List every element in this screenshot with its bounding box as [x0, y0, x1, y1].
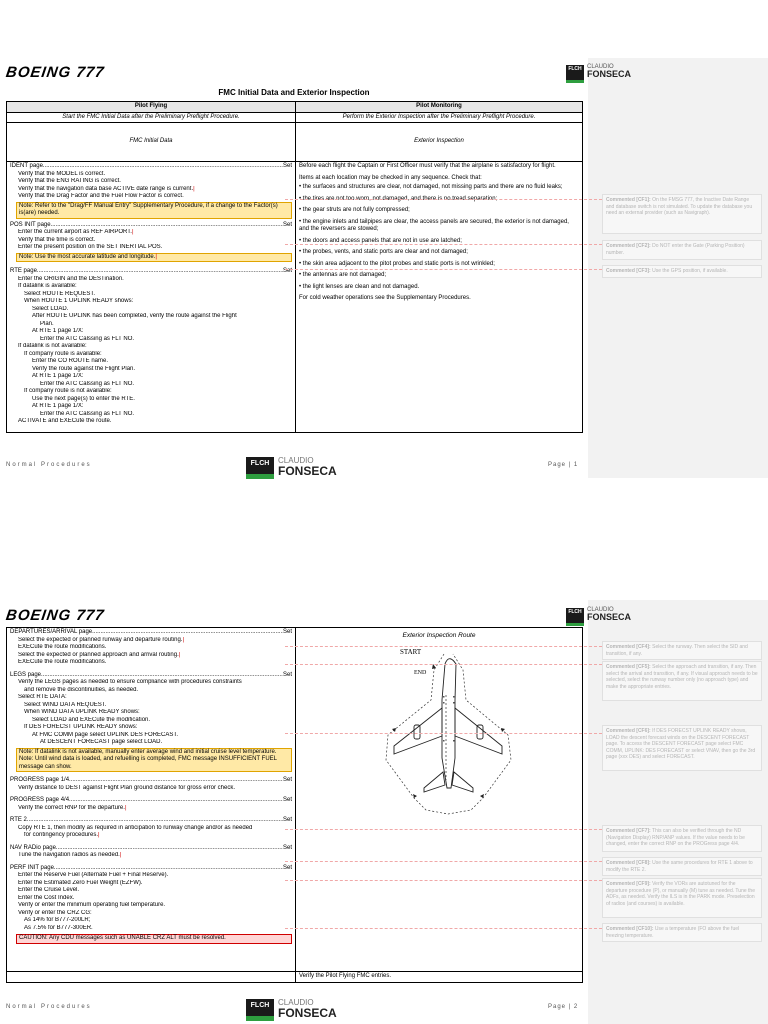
bullet-icon: •: [299, 249, 303, 255]
rte-2-line: Copy RTE 1, then modify as required in anticipation to runway change and/or as needed: [18, 824, 253, 831]
comment-connector: [285, 880, 602, 881]
procedure-table-page-1: [6, 101, 583, 433]
pm-verify-entries: Verify the Pilot Flying FMC entries.: [296, 972, 583, 983]
comment-cf6: Commented [CF6]: If DES FORECST UPLINK READY shows, LOAD the descent forecast winds on the DESCENT FORECAST page. To access the DESCENT FORECAST page select FMC COMM, UPLINK: DES FORECAST or select VNAV, then go the 3rd page (xxx DES) and select FORECAST.: [602, 725, 762, 771]
route-start-label: START: [400, 647, 422, 656]
dep-line: Select the expected or planned runway and departure routing.|: [18, 636, 185, 643]
ident-line: Verify that the Drag Factor and the Fuel Flow Factor is correct.: [18, 193, 184, 199]
logo-claudio: CLAUDIO: [278, 456, 314, 465]
rte-line: If datalink is not available:: [18, 343, 87, 349]
legs-note: Note: If datalink is not available, manually enter average wind and initial cruise level temperature. Note: Until wind data is loaded, and refuelling is completed, FMC message INSUFFICIENT FUEL message can show.: [16, 748, 292, 773]
flch-logo-box: FLCH: [566, 65, 584, 83]
legs-line: Select RTE DATA:: [18, 694, 67, 700]
route-end-label: END: [414, 669, 427, 676]
pm-cold-weather: For cold weather operations see the Supplementary Procedures.: [299, 295, 471, 301]
pm-route-cell: [296, 628, 583, 972]
rte-line: Enter the ORIGIN and the DESTination.: [18, 275, 124, 282]
perf-line: As 14% for B777-200LR;: [24, 917, 91, 923]
progress-1-line: Verify distance to DEST against Flight Plan ground distance for gross error check.: [18, 784, 235, 791]
rte-lines: [10, 276, 292, 426]
rte-2-line: for contingency procedures.|: [24, 832, 100, 838]
footer-section: Normal Procedures: [6, 462, 92, 468]
nav-radio-line: Tune the navigation radios as needed.|: [18, 852, 122, 858]
flch-logo-box: FLCH: [246, 457, 274, 479]
inspection-bullet: • the probes, vents, and static ports are clear and not damaged;: [299, 249, 468, 255]
page-title: FMC Initial Data and Exterior Inspection: [218, 88, 370, 97]
legs-lines: [10, 679, 292, 747]
pm-intro: Perform the Exterior Inspection after the Preliminary Preflight Procedure.: [296, 112, 583, 123]
pm-intro-text: Before each flight the Captain or First Officer must verify that the airplane is satisfactory for flight.: [299, 163, 556, 169]
logo-claudio: CLAUDIO: [587, 64, 614, 70]
page-number: Page | 2: [548, 1004, 579, 1010]
flch-logo-box: FLCH: [246, 999, 274, 1021]
procedure-table-page-2: [6, 627, 583, 983]
comment-connector: [285, 861, 602, 862]
rte-page-row: RTE page ..... Set: [10, 268, 292, 276]
inspection-bullet: • the gear struts are not fully compressed;: [299, 207, 410, 213]
pm-bullets: [299, 184, 579, 291]
rte-line: Plan.: [40, 320, 54, 327]
legs-line: Verify the LEGS pages as needed to ensure compliance with procedures constraints: [18, 679, 242, 685]
comment-cf8: Commented [CF8]: Use the same procedures for RTE 1 above to modify the RTE 2.: [602, 857, 762, 876]
bullet-icon: •: [299, 272, 303, 278]
perf-line: Verify or enter the CRZ CG:: [18, 909, 92, 916]
legs-page-row: LEGS page ..... Set: [10, 672, 292, 680]
inspection-bullet: • the doors and access panels that are not in use are latched;: [299, 237, 462, 244]
caution-box: CAUTION: Any CDU messages such as UNABLE CRZ ALT must be resolved.: [16, 934, 292, 944]
perf-line: As 7.5% for B777-300ER.: [24, 924, 93, 931]
inspection-bullet: • the skin area adjacent to the pitot probes and static ports is not wrinkled;: [299, 260, 495, 267]
pm-subtitle: Exterior Inspection: [296, 123, 583, 162]
pos-init-page-row: POS INIT page ..... Set: [10, 222, 292, 230]
legs-line: At DESCENT FORECAST page select LOAD.: [40, 739, 163, 745]
legs-line: At FMC COMM page select UPLINK DES FORECAST.: [32, 731, 179, 738]
legs-line: Select LOAD and EXECute the modification.: [32, 716, 151, 723]
pilot-monitoring-header: Pilot Monitoring: [296, 102, 583, 113]
comment-cf9: Commented [CF9]: Verify the VORs are autotuned for the departure procedure (P), or manually (M) tune as needed. Tune the ADFs, as needed. Verify the ILS is in the PARK mode. Preselection of radios (and courses) is available.: [602, 878, 762, 918]
rte-line: If company route is available:: [24, 350, 102, 357]
bullet-icon: •: [299, 184, 303, 190]
inspection-bullet: • the light lenses are clean and not damaged.: [299, 283, 420, 290]
rte-line: Select ROUTE REQUEST.: [24, 290, 96, 297]
exterior-inspection-route-diagram: [296, 640, 583, 830]
legs-line: and remove the discontinuities, as needed.: [24, 686, 139, 693]
comment-connector: [285, 928, 602, 929]
posinit-line: Verify that the time is correct.: [18, 236, 96, 243]
pilot-flying-header: Pilot Flying: [7, 102, 296, 113]
perf-line: Enter the Reserve Fuel (Alternate Fuel + Final Reserve).: [18, 872, 169, 878]
posinit-note: Note: Use the most accurate latitude and longitude.|: [16, 253, 292, 263]
nav-radio-row: NAV RADio page ..... Set: [10, 845, 292, 853]
comment-connector: [285, 664, 602, 665]
ident-line: Verify that the MODEL is correct.: [18, 170, 106, 177]
rte-line: At RTE 1 page 1/X:: [32, 373, 84, 379]
rte-line: Select LOAD.: [32, 305, 69, 312]
inspection-bullet: • the tires are not too worn, not damaged, and there is no tread separation;: [299, 195, 498, 202]
comment-cf1: Commented [CF1]: On the FMSG 777, the Inactive Date Range and database switch is not simulated. To update the database you need an external provider (such as Navigraph).: [602, 194, 762, 234]
rte-line: Enter the ATC Calssing as FLT NO.: [40, 380, 135, 387]
rte-line: When ROUTE 1 UPLINK READY shows:: [24, 298, 134, 304]
comment-cf7: Commented [CF7]: This can also be verified through the ND (Navigation Display) RNP/ANP values. If the value needs to be changed, enter the correct RNP on the PROGress page 4/4.: [602, 825, 762, 852]
bullet-icon: •: [299, 237, 303, 244]
claudio-fonseca-logo: [566, 607, 636, 627]
legs-line: Select WIND DATA REQUEST.: [24, 701, 107, 708]
inspection-bullet: • the antennas are not damaged;: [299, 272, 387, 278]
progress-4-line: Verify the correct RNP for the departure.|: [18, 804, 127, 811]
rte-2-row: RTE 2 ..... Set: [10, 817, 292, 825]
logo-claudio: CLAUDIO: [278, 998, 314, 1007]
comment-cf5: Commented [CF5]: Select the approach and transition, if any. Then select the arrival and transition, if any. If visual approach needs to be selected, select the runway number only (no approach type) and make the appropriate entries.: [602, 661, 762, 701]
rte-line: Enter the ATC Calssing as FLT NO.: [40, 335, 135, 342]
comment-cf3: Commented [CF3]: Use the GPS position, if available.: [602, 265, 762, 278]
comment-connector: [285, 199, 602, 200]
rte-line: Enter the CO ROUTE name.: [32, 358, 109, 364]
legs-line: If DES FORECST UPLINK READY shows:: [24, 724, 138, 730]
comment-connector: [285, 829, 602, 830]
footer-logo: [246, 457, 346, 479]
boeing-777-header: BOEING 777: [4, 607, 106, 624]
pf-subtitle: FMC Initial Data: [7, 123, 296, 162]
perf-line: Enter the Cost Index.: [18, 894, 75, 901]
posinit-line: Enter the present position on the SET INERTIAL POS.: [18, 244, 163, 250]
bullet-icon: •: [299, 207, 303, 213]
footer-section: Normal Procedures: [6, 1004, 92, 1010]
comment-connector: [285, 244, 602, 245]
dep-line: Select the expected or planned approach and arrival routing.|: [18, 651, 181, 658]
bullet-icon: •: [299, 195, 303, 202]
comment-connector: [285, 733, 602, 734]
ident-line: Verify that the ENG RATING is correct.: [18, 178, 121, 184]
perf-init-row: PERF INIT page ..... Set: [10, 865, 292, 873]
rte-line: Use the next page(s) to enter the RTE.: [32, 395, 135, 402]
comment-cf2: Commented [CF2]: Do NOT enter the Gate (Parking Position) number.: [602, 240, 762, 260]
perf-line: Verify or enter the minimum operating fuel temperature.: [18, 902, 166, 908]
logo-fonseca: FONSECA: [278, 1006, 337, 1020]
ident-line: Verify that the navigation data base ACTIVE date range is current.|: [18, 185, 195, 192]
posinit-line: Enter the current airport as REF AIRPORT.|: [18, 229, 134, 235]
claudio-fonseca-logo: [566, 64, 636, 84]
boeing-777-header: BOEING 777: [4, 64, 106, 81]
rte-line: If datalink is available:: [18, 283, 77, 289]
footer-logo: [246, 999, 346, 1021]
legs-line: When WIND DATA UPLINK READY shows:: [24, 709, 140, 715]
progress-1-row: PROGRESS page 1/4 ..... Set: [10, 777, 292, 785]
perf-line: Enter the Cruise Level.: [18, 887, 80, 893]
page-number: Page | 1: [548, 462, 579, 468]
inspection-bullet: • the surfaces and structures are clear, not damaged, not missing parts and there are no fluid leaks;: [299, 184, 563, 190]
rte-line: At RTE 1 page 1/X:: [32, 328, 84, 334]
logo-claudio: CLAUDIO: [587, 607, 614, 613]
dep-line: EXECute the route modifications.: [18, 659, 107, 665]
rte-line: If company route is not available:: [24, 388, 112, 394]
exterior-route-title: Exterior Inspection Route: [402, 632, 476, 639]
pf-procedure-cell-2: [7, 628, 296, 972]
progress-4-row: PROGRESS page 4/4 ..... Set: [10, 797, 292, 805]
comment-cf10: Commented [CF10]: Use a temperature (FO above the fuel freezing temperature.: [602, 923, 762, 942]
rte-line: Enter the ATC Calssing as FLT NO.: [40, 410, 135, 417]
pf-procedure-cell: [7, 162, 296, 433]
dep-line: EXECute the route modifications.: [18, 644, 107, 650]
rte-line: Verify the route against the Flight Plan.: [32, 365, 136, 372]
bullet-icon: •: [299, 260, 303, 267]
ident-note: Note: Refer to the "Drag/FF Manual Entry" Supplementary Procedure, if a change to the Factor(s) is(are) needed.: [16, 202, 292, 219]
pm-items-intro: Items at each location may be checked in any sequence. Check that:: [299, 174, 482, 181]
flch-logo-box: FLCH: [566, 608, 584, 626]
rte-line: After ROUTE UPLINK has been completed, verify the route against the Flight: [32, 313, 237, 319]
bullet-icon: •: [299, 218, 303, 225]
rte-line: ACTIVATE and EXECute the route.: [18, 418, 112, 424]
inspection-bullet: • the engine inlets and tailpipes are clear, the access panels are secured, the exterior is not damaged, and the reversers are stowed;: [299, 218, 569, 232]
bullet-icon: •: [299, 283, 303, 290]
comment-connector: [285, 646, 602, 647]
logo-fonseca: FONSECA: [587, 69, 632, 79]
comment-cf4: Commented [CF4]: Select the runway. Then select the SID and transition, if any.: [602, 641, 762, 660]
departures-arrival-row: DEPARTURES/ARRIVAL page ..... Set: [10, 629, 292, 637]
rte-line: At RTE 1 page 1/X:: [32, 403, 84, 409]
perf-line: Enter the Estimated Zero Fuel Weight (EZFW).: [18, 879, 143, 886]
ident-page-row: IDENT page ..... Set: [10, 163, 292, 171]
comment-connector: [285, 269, 602, 270]
logo-fonseca: FONSECA: [278, 464, 337, 478]
pf-intro: Start the FMC Initial Data after the Preliminary Preflight Procedure.: [7, 112, 296, 123]
pm-procedure-cell: [296, 162, 583, 433]
perf-lines: [10, 872, 292, 932]
logo-fonseca: FONSECA: [587, 612, 632, 622]
